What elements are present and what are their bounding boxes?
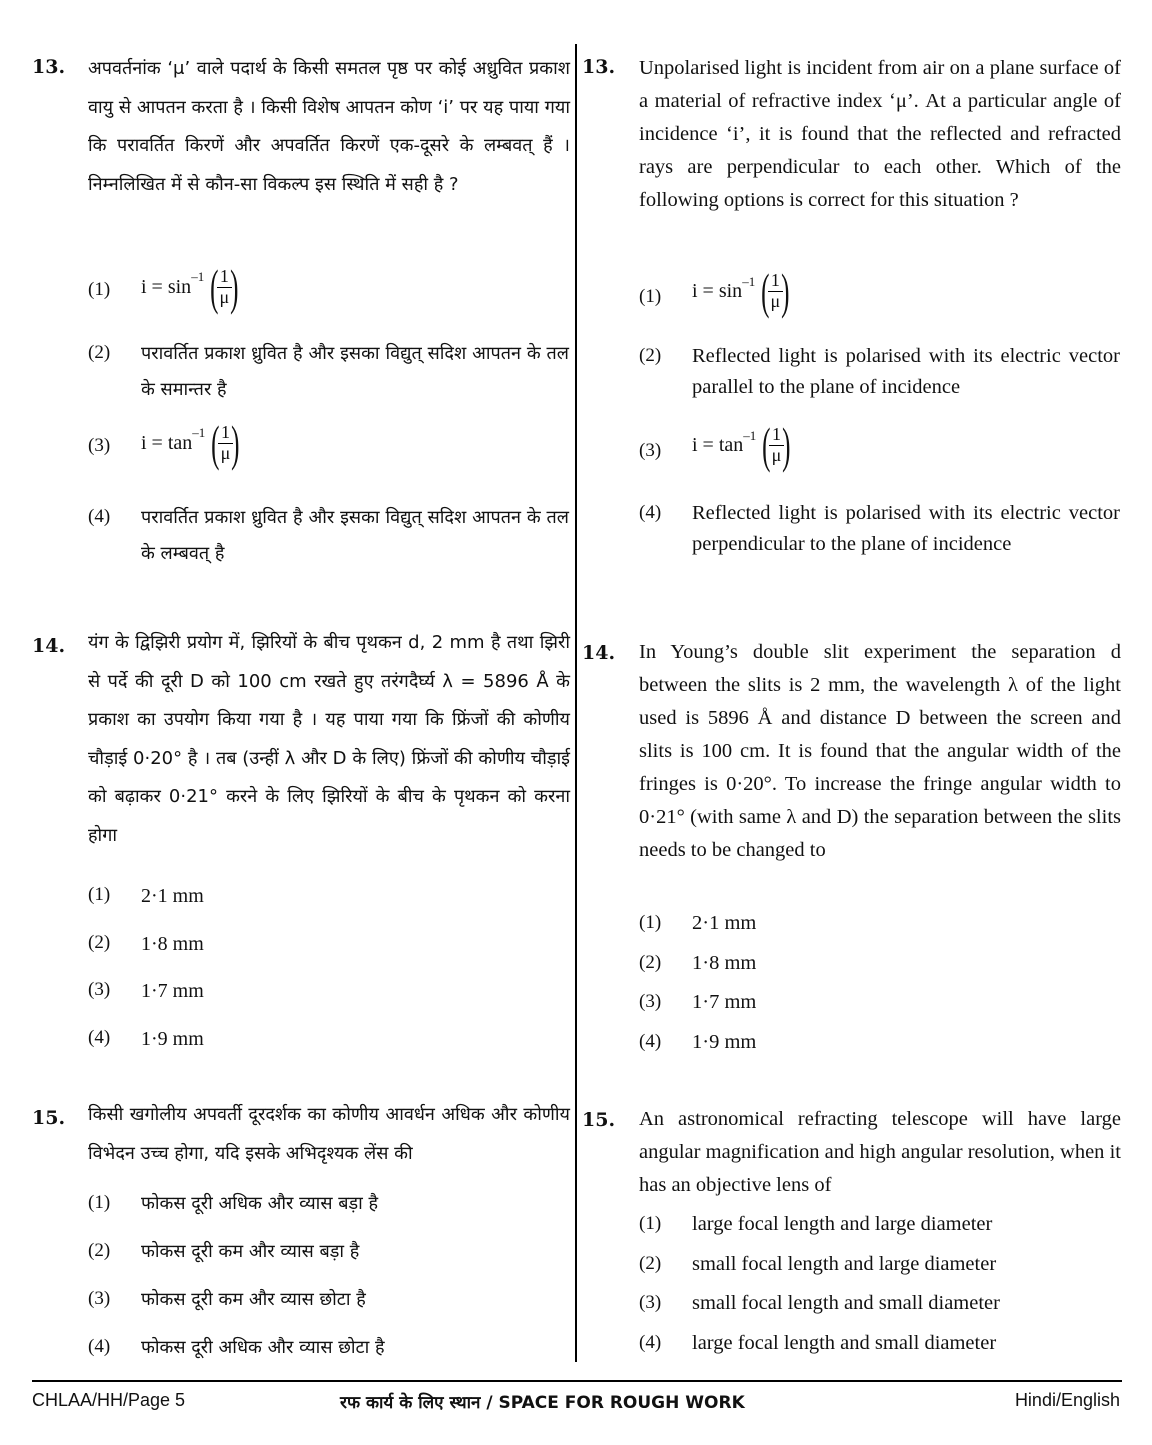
- formula-sup: –1: [743, 427, 757, 443]
- question-text: यंग के द्विझिरी प्रयोग में, झिरियों के बीच पृथकन d, 2 mm है तथा झिरी से पर्दे की दूरी D को 100 cm रखते हुए तरंगदैर्घ्य λ = 5896 Å के प्रकाश का उपयोग किया गया है । यह पाया गया कि फ्रिंजों की कोणीय चौड़ाई 0·20° है । तब (उन्हीं λ और D के लिए) फ्रिंजों की कोणीय चौड़ाई को बढ़ाकर 0·21° करने के लिए झिरियों के बीच के पृथकन को करना होगा: [88, 632, 570, 846]
- formula-lhs: i = tan: [692, 433, 744, 456]
- option-text: फोकस दूरी अधिक और व्यास बड़ा है: [141, 1193, 379, 1214]
- question-text: Unpolarised light is incident from air on a plane surface of a material of refractive index ‘μ’. At a particular angle of incidence ‘i’, it is found that the reflected and refracted rays are perpendicular to each other. Which of the following options is correct for this situation ?: [639, 57, 1121, 211]
- question-number: 13.: [32, 56, 66, 78]
- fraction-numerator: 1: [218, 423, 233, 444]
- option-number: (1): [639, 1213, 662, 1234]
- question-number: 14.: [582, 642, 616, 664]
- fraction-numerator: 1: [768, 271, 783, 292]
- formula-lhs: i = sin: [692, 279, 743, 302]
- option-number: (2): [88, 1240, 111, 1261]
- fraction-denominator: μ: [219, 286, 230, 307]
- formula-sup: –1: [192, 425, 206, 440]
- option-text: परावर्तित प्रकाश ध्रुवित है और इसका विद्युत् सदिश आपतन के तल के लम्बवत् है: [141, 507, 569, 564]
- option-text: फोकस दूरी अधिक और व्यास छोटा है: [141, 1337, 385, 1358]
- formula-lhs: i = tan: [141, 432, 193, 454]
- option-text: 2·1 mm: [692, 912, 757, 934]
- option-number: (2): [88, 342, 111, 363]
- option-number: (1): [88, 279, 111, 300]
- question-text: An astronomical refracting telescope will have large angular magnification and high angular resolution, when it has an objective lens of: [639, 1108, 1121, 1196]
- fraction-denominator: μ: [771, 444, 782, 465]
- footer-divider: [32, 1380, 1122, 1382]
- fraction-numerator: 1: [769, 425, 784, 446]
- question-number: 15.: [32, 1107, 66, 1129]
- question-number: 14.: [32, 635, 66, 657]
- page-code: CHLAA/HH/Page 5: [32, 1390, 186, 1410]
- rough-work-label: रफ कार्य के लिए स्थान / SPACE FOR ROUGH WORK: [340, 1393, 745, 1413]
- column-divider: [575, 44, 577, 1362]
- question-number: 13.: [582, 56, 616, 78]
- option-number: (4): [639, 1332, 662, 1353]
- option-number: (3): [88, 1288, 111, 1309]
- option-text: फोकस दूरी कम और व्यास बड़ा है: [141, 1241, 360, 1262]
- option-number: (3): [639, 1292, 662, 1313]
- option-text: परावर्तित प्रकाश ध्रुवित है और इसका विद्युत् सदिश आपतन के तल के समान्तर है: [141, 343, 569, 400]
- question-text: In Young’s double slit experiment the separation d between the slits is 2 mm, the wavelength λ of the light used is 5896 Å and distance D between the screen and slits is 100 cm. It is found that the angular width of the fringes is 0·20°. To increase the fringe angular width to 0·21° (with same λ and D) the separation between the slits needs to be changed to: [639, 641, 1121, 861]
- option-number: (1): [88, 1192, 111, 1213]
- fraction-denominator: μ: [220, 442, 231, 463]
- option-number: (2): [639, 1253, 662, 1274]
- option-text: 1·8 mm: [141, 933, 204, 955]
- option-text: 1·9 mm: [141, 1028, 204, 1050]
- option-number: (4): [639, 1031, 662, 1052]
- option-number: (4): [639, 502, 662, 523]
- option-number: (2): [88, 932, 111, 953]
- option-number: (1): [639, 286, 662, 307]
- option-number: (3): [88, 979, 111, 1000]
- option-text: large focal length and small diameter: [692, 1332, 997, 1354]
- option-formula: i = tan –1 ( $\frac{1}{\mu}$ ): [692, 417, 791, 473]
- option-text: large focal length and large diameter: [692, 1213, 993, 1235]
- option-number: (2): [639, 345, 662, 366]
- option-number: (4): [88, 1336, 111, 1357]
- option-text: फोकस दूरी कम और व्यास छोटा है: [141, 1289, 366, 1310]
- option-number: (4): [88, 506, 111, 527]
- option-number: (2): [639, 952, 662, 973]
- question-text: अपवर्तनांक ‘μ’ वाले पदार्थ के किसी समतल पृष्ठ पर कोई अध्रुवित प्रकाश वायु से आपतन करता है । किसी विशेष आपतन कोण ‘i’ पर यह पाया गया कि परावर्तित किरणें और अपवर्तित किरणें एक-दूसरे के लम्बवत् हैं । निम्नलिखित में से कौन-सा विकल्प इस स्थिति में सही है ?: [88, 58, 570, 195]
- option-text: 1·9 mm: [692, 1031, 757, 1053]
- option-text: Reflected light is polarised with its electric vector perpendicular to the plane of incidence: [692, 502, 1120, 555]
- formula-sup: –1: [191, 269, 205, 284]
- option-text: 1·7 mm: [141, 980, 204, 1002]
- fraction-numerator: 1: [217, 267, 232, 288]
- formula-lhs: i = sin: [141, 276, 192, 298]
- option-formula: i = sin –1 ( $\frac{1}{\mu}$ ): [692, 263, 790, 319]
- option-number: (1): [88, 884, 111, 905]
- option-text: small focal length and small diameter: [692, 1292, 1000, 1314]
- option-text: Reflected light is polarised with its electric vector parallel to the plane of incidence: [692, 345, 1120, 398]
- language-label: Hindi/English: [1014, 1390, 1120, 1410]
- option-number: (3): [639, 991, 662, 1012]
- option-text: 1·8 mm: [692, 952, 757, 974]
- option-number: (4): [88, 1027, 111, 1048]
- option-text: 1·7 mm: [692, 991, 757, 1013]
- option-text: small focal length and large diameter: [692, 1253, 997, 1275]
- formula-sup: –1: [742, 273, 756, 289]
- fraction-denominator: μ: [770, 290, 781, 311]
- option-number: (1): [639, 912, 662, 933]
- option-formula: i = sin –1 ( $\frac{1}{\mu}$ ): [141, 259, 239, 315]
- option-text: 2·1 mm: [141, 885, 204, 907]
- question-number: 15.: [582, 1109, 616, 1131]
- question-text: किसी खगोलीय अपवर्ती दूरदर्शक का कोणीय आवर्धन अधिक और कोणीय विभेदन उच्च होगा, यदि इसके अभिदृश्यक लेंस की: [88, 1104, 570, 1164]
- option-number: (3): [639, 440, 662, 461]
- option-number: (3): [88, 435, 111, 456]
- option-formula: i = tan –1 ( $\frac{1}{\mu}$ ): [141, 415, 240, 471]
